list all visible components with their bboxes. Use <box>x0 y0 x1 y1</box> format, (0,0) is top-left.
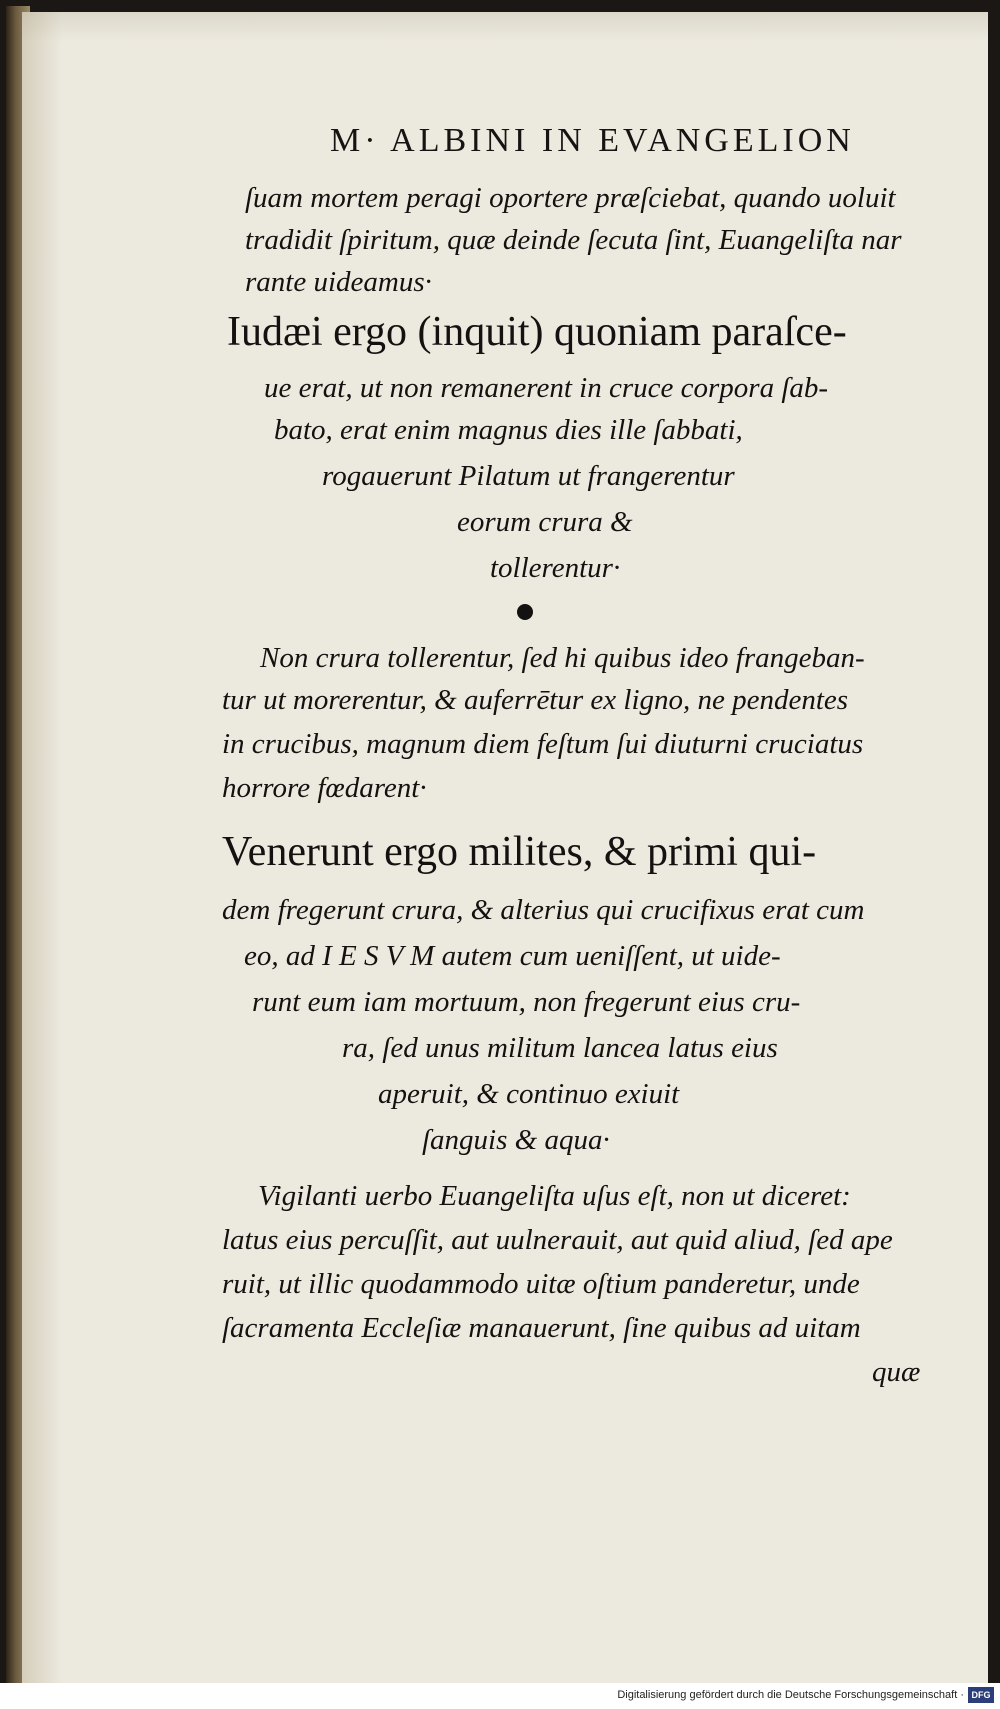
text-line: tollerentur· <box>490 552 621 584</box>
text-line: Vigilanti uerbo Euangeliſta uſus eſt, non ut diceret: <box>258 1180 851 1212</box>
text-line: aperuit, & continuo exiuit <box>378 1078 680 1110</box>
text-line: eorum crura & <box>457 506 633 538</box>
footer-credit: Digitalisierung gefördert durch die Deutsche Forschungsgemeinschaft · <box>617 1689 964 1701</box>
dfg-logo: DFG <box>968 1687 994 1703</box>
book-page <box>22 12 988 1688</box>
digitization-footer <box>0 1683 1000 1709</box>
lemma-first-line: Venerunt ergo milites, & primi qui- <box>222 829 817 875</box>
text-line: ue erat, ut non remanerent in cruce corpora ſab- <box>264 372 829 404</box>
text-line: tradidit ſpiritum, quæ deinde ſecuta ſint, Euangeliſta nar <box>245 224 902 256</box>
text-line: horrore fœdarent· <box>222 772 427 804</box>
text-line: runt eum iam mortuum, non fregerunt eius cru- <box>252 986 801 1018</box>
text-line: ſacramenta Eccleſiæ manauerunt, ſine quibus ad uitam <box>222 1312 861 1344</box>
running-head: M· ALBINI IN EVANGELION <box>330 122 855 159</box>
text-line: ra, ſed unus militum lancea latus eius <box>342 1032 778 1064</box>
text-line: tur ut morerentur, & auferrētur ex ligno, ne pendentes <box>222 684 849 716</box>
text-line: ruit, ut illic quodammodo uitæ oſtium panderetur, unde <box>222 1268 860 1300</box>
text-line: ſuam mortem peragi oportere præſciebat, quando uoluit <box>245 182 896 214</box>
text-line: Non crura tollerentur, ſed hi quibus ideo frangeban- <box>260 642 865 674</box>
text-line: rogauerunt Pilatum ut frangerentur <box>322 460 735 492</box>
section-dot <box>517 604 533 620</box>
text-line: rante uideamus· <box>245 266 432 298</box>
text-line: dem fregerunt crura, & alterius qui crucifixus erat cum <box>222 894 865 926</box>
text-line: in crucibus, magnum diem feſtum ſui diuturni cruciatus <box>222 728 864 760</box>
text-line: eo, ad I E S V M autem cum ueniſſent, ut uide- <box>244 940 781 972</box>
catchword: quæ <box>872 1356 921 1388</box>
text-line: latus eius percuſſit, aut uulnerauit, aut quid aliud, ſed ape <box>222 1224 893 1256</box>
lemma-first-line: Iudæi ergo (inquit) quoniam paraſce- <box>227 309 847 355</box>
text-line: ſanguis & aqua· <box>422 1124 610 1156</box>
text-line: bato, erat enim magnus dies ille ſabbati, <box>274 414 743 446</box>
